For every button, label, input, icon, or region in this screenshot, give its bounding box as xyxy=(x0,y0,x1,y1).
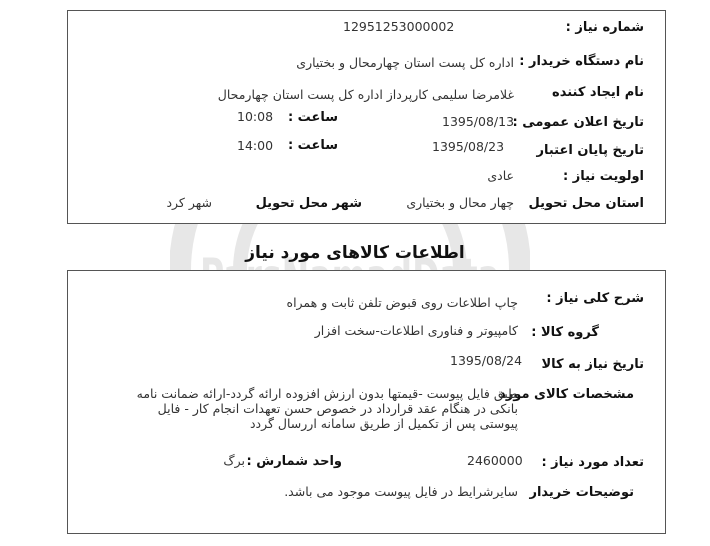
need-date-label: تاریخ نیاز به کالا xyxy=(541,357,644,372)
need-date-value: 1395/08/24 xyxy=(450,353,523,368)
buyer-label: نام دستگاه خریدار : xyxy=(519,54,644,69)
city-value: شهر کرد xyxy=(166,195,212,210)
priority-value: عادی xyxy=(487,168,514,183)
announce-time-label: ساعت : xyxy=(287,110,338,125)
section-title: اطلاعات کالاهای مورد نیاز xyxy=(245,243,465,263)
creator-value: غلامرضا سلیمی کارپرداز اداره کل پست استان چهارمحال xyxy=(217,87,514,102)
description-label: شرح کلی نیاز : xyxy=(546,291,644,306)
expiry-date-value: 1395/08/23 xyxy=(432,139,505,154)
city-label: شهر محل تحویل xyxy=(255,196,362,211)
priority-label: اولویت نیاز : xyxy=(562,169,644,184)
announce-date-label: تاریخ اعلان عمومی : xyxy=(512,115,644,130)
expiry-time-value: 14:00 xyxy=(237,138,274,153)
announce-date-value: 1395/08/13 xyxy=(442,114,515,129)
creator-label: نام ایجاد کننده xyxy=(552,85,644,100)
group-label: گروه کالا : xyxy=(531,325,599,340)
expiry-time-label: ساعت : xyxy=(287,138,338,153)
quantity-label: تعداد مورد نیاز : xyxy=(541,455,644,470)
province-label: استان محل تحویل xyxy=(528,196,644,211)
quantity-value: 2460000 xyxy=(467,453,523,468)
buyer-value: اداره کل پست استان چهارمحال و بختیاری xyxy=(296,55,514,70)
buyer-notes-value: سایرشرایط در فایل پیوست موجود می باشد. xyxy=(284,484,518,499)
description-value: چاپ اطلاعات روی قبوض تلفن ثابت و همراه xyxy=(286,295,518,310)
specs-label: مشخصات کالای مورد xyxy=(499,387,634,402)
specs-value: طبق فایل پیوست -قیمتها بدون ارزش افزوده ارائه گردد-ارائه ضمانت نامه بانکی در هنگام عقد قرارداد در خصوص حسن تعهدات انجام کار - فایل پیوستی پس از تکمیل از طریق سامانه اررسال گردد xyxy=(136,386,518,431)
province-value: چهار محال و بختیاری xyxy=(406,195,514,210)
unit-label: واحد شمارش : xyxy=(246,454,342,469)
need-number-label: شماره نیاز : xyxy=(565,20,644,35)
unit-value: برگ xyxy=(223,453,245,468)
buyer-notes-label: توضیحات خریدار xyxy=(529,485,634,500)
expiry-date-label: تاریخ پایان اعتبار xyxy=(536,143,644,158)
announce-time-value: 10:08 xyxy=(237,109,274,124)
need-number-value: 1295125300000‌2 xyxy=(343,19,455,34)
group-value: کامپیوتر و فناوری اطلاعات-سخت افزار xyxy=(314,323,518,338)
